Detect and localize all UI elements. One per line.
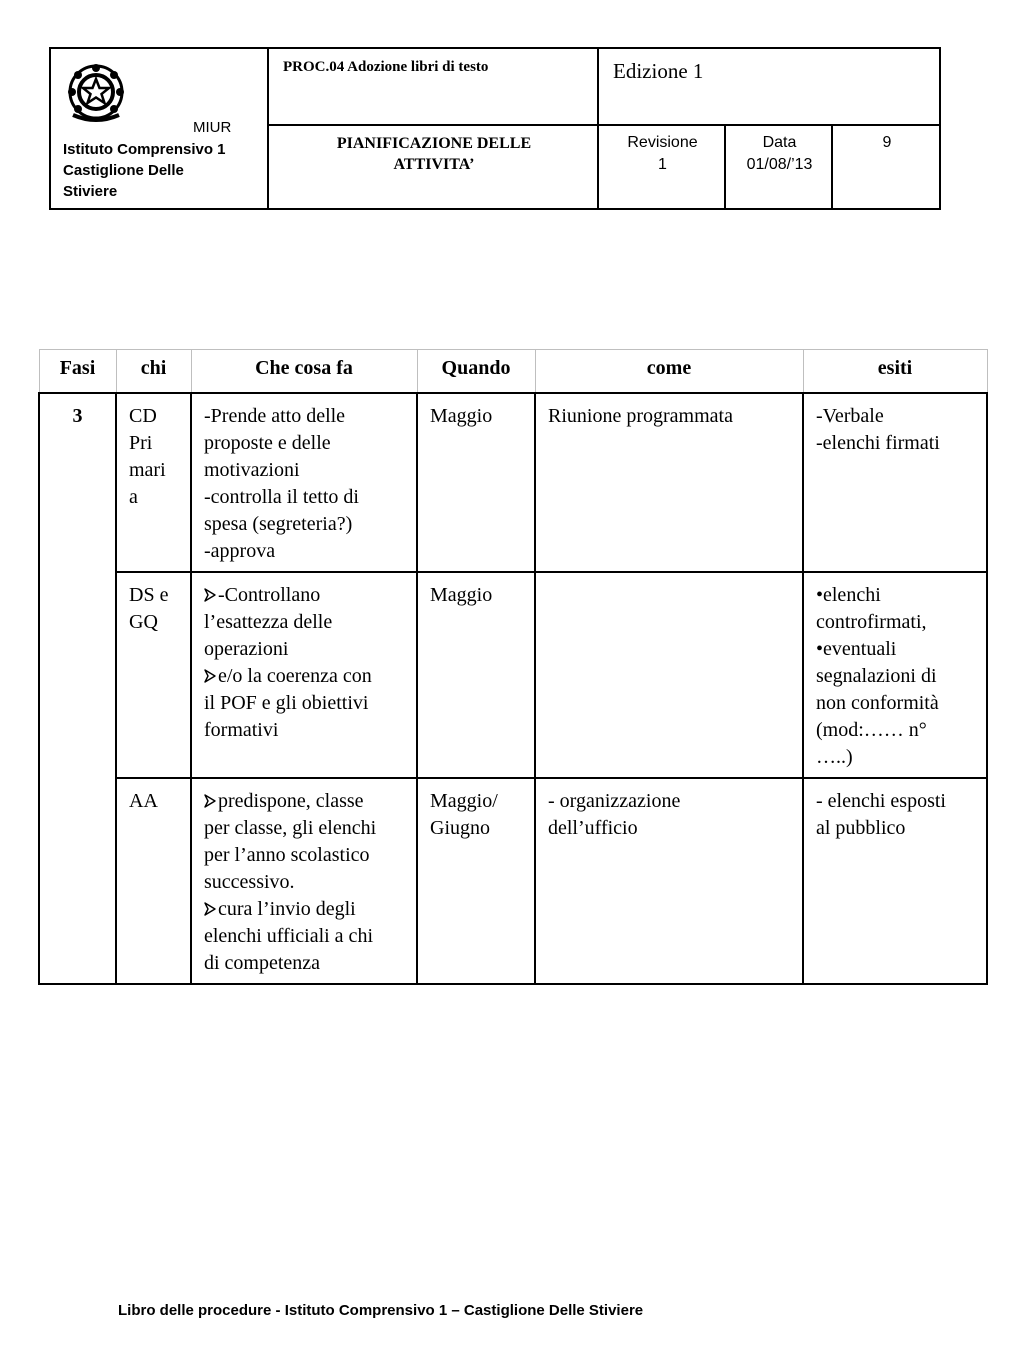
cell-esiti: -Verbale -elenchi firmati — [803, 393, 987, 572]
arrow-bullet-icon — [204, 794, 216, 808]
cell-chi: DS e GQ — [116, 572, 191, 778]
arrow-bullet-icon — [204, 588, 216, 602]
arrow-bullet-icon — [204, 669, 216, 683]
cell-chi: CD Pri mari a — [116, 393, 191, 572]
cell-quando: Maggio/ Giugno — [417, 778, 535, 984]
cell-esiti: •elenchi controfirmati, •eventuali segnalazioni di non conformità (mod:…… n° …..) — [803, 572, 987, 778]
table-header-row — [39, 350, 987, 393]
column-header-esiti: esiti — [803, 350, 987, 393]
cell-quando: Maggio — [417, 572, 535, 778]
italian-republic-emblem-icon — [63, 59, 129, 125]
column-header-fasi: Fasi — [39, 350, 116, 393]
activity-table — [38, 349, 988, 985]
cell-come: Riunione programmata — [535, 393, 803, 572]
date-cell: Data 01/08/’13 — [746, 134, 813, 173]
column-header-chi: chi — [116, 350, 191, 393]
table-row — [39, 778, 987, 984]
section-title: PIANIFICAZIONE DELLE ATTIVITA’ — [336, 135, 532, 173]
miur-label: MIUR — [193, 119, 232, 136]
cell-come: - organizzazione dell’ufficio — [535, 778, 803, 984]
procedure-title: PROC.04 Adozione libri di testo — [283, 59, 489, 75]
cell-esiti: - elenchi esposti al pubblico — [803, 778, 987, 984]
cell-quando: Maggio — [417, 393, 535, 572]
institute-name: Istituto Comprensivo 1 Castiglione Delle Stiviere — [63, 141, 226, 200]
cell-che-cosa-fa: -Prende atto delle proposte e delle motivazioni -controlla il tetto di spesa (segreteria?) -approva — [191, 393, 417, 572]
cell-che-cosa-fa: predispone, classe per classe, gli elenchi per l’anno scolastico successivo. cura l’invio degli elenchi ufficiali a chi di competenza — [191, 778, 417, 984]
edition-label: Edizione 1 — [613, 59, 704, 83]
page-footer: Libro delle procedure - Istituto Comprensivo 1 – Castiglione Delle Stiviere — [118, 1302, 644, 1319]
document-header — [49, 47, 941, 210]
table-row — [39, 572, 987, 778]
page-number: 9 — [882, 134, 892, 151]
revision-cell: Revisione 1 — [627, 134, 698, 173]
column-header-quando: Quando — [417, 350, 535, 393]
cell-che-cosa-fa: -Controllano l’esattezza delle operazioni e/o la coerenza con il POF e gli obiettivi formativi — [191, 572, 417, 778]
column-header-come: come — [535, 350, 803, 393]
table-row — [39, 393, 987, 572]
logo-cell — [51, 49, 269, 208]
cell-chi: AA — [116, 778, 191, 984]
arrow-bullet-icon — [204, 902, 216, 916]
column-header-che-cosa-fa: Che cosa fa — [191, 350, 417, 393]
cell-come — [535, 572, 803, 778]
phase-number: 3 — [39, 393, 116, 984]
